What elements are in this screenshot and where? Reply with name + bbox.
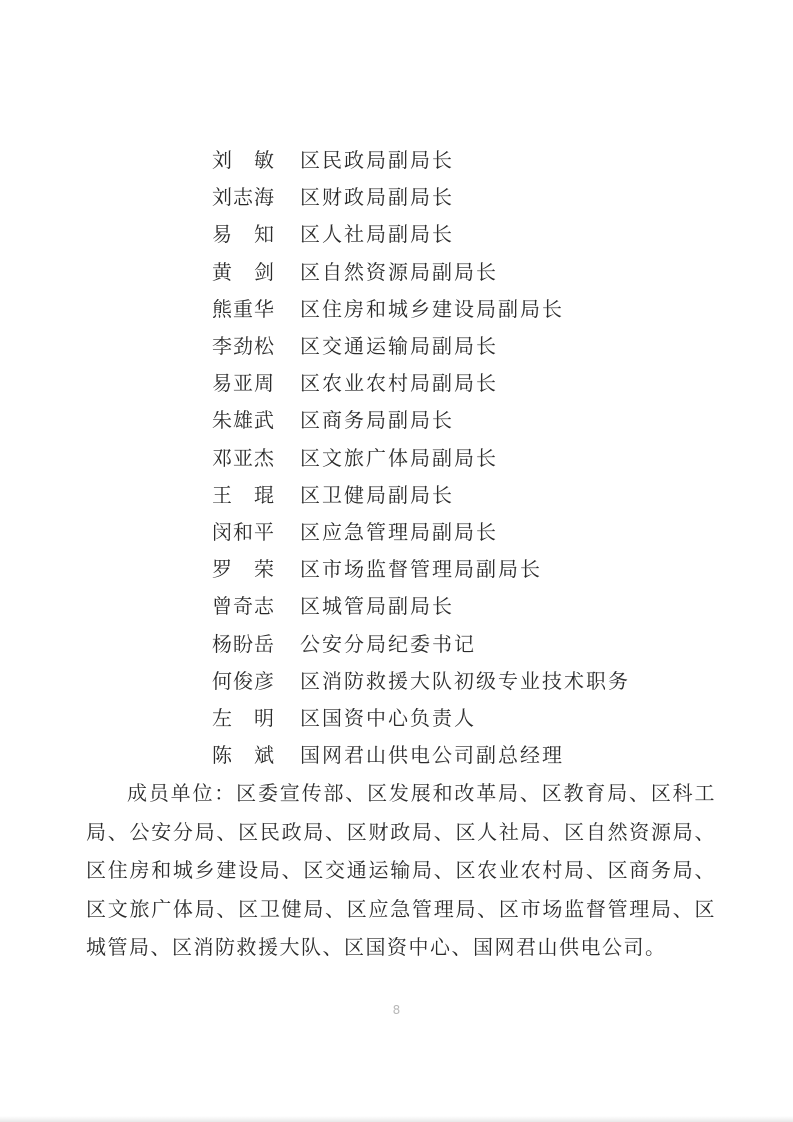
scan-edge: [0, 1116, 793, 1122]
member-row: [212, 179, 732, 216]
member-name: 朱雄武: [212, 408, 275, 433]
member-row: [212, 402, 732, 439]
member-row: [212, 551, 732, 588]
member-row: [212, 588, 732, 625]
member-name: 王 琨: [212, 482, 275, 507]
member-title: 区文旅广体局副局长: [300, 445, 498, 470]
member-title: 区商务局副局长: [300, 408, 454, 433]
member-title: 公安分局纪委书记: [300, 631, 476, 656]
member-title: 区市场监督管理局副局长: [300, 557, 542, 582]
member-row: [212, 625, 732, 662]
member-name: 曾奇志: [212, 594, 275, 619]
member-title: 区民政局副局长: [300, 148, 454, 173]
member-name: 何俊彦: [212, 668, 275, 693]
member-title: 区城管局副局长: [300, 594, 454, 619]
member-row: [212, 737, 732, 774]
member-name: 陈 斌: [212, 743, 275, 768]
member-name: 黄 剑: [212, 259, 275, 284]
member-row: [212, 700, 732, 737]
member-title: 区财政局副局长: [300, 185, 454, 210]
member-name: 易 知: [212, 222, 275, 247]
member-title: 区人社局副局长: [300, 222, 454, 247]
member-row: [212, 142, 732, 179]
member-row: [212, 254, 732, 291]
member-row: [212, 663, 732, 700]
member-title: 区国资中心负责人: [300, 705, 476, 730]
member-row: [212, 365, 732, 402]
member-name: 罗 荣: [212, 557, 275, 582]
member-title: 区农业农村局副局长: [300, 371, 498, 396]
member-name: 闵和平: [212, 519, 275, 544]
member-row: [212, 477, 732, 514]
member-row: [212, 328, 732, 365]
member-name: 熊重华: [212, 296, 275, 321]
page-number: 8: [392, 1003, 401, 1017]
member-name: 邓亚杰: [212, 445, 275, 470]
member-row: [212, 291, 732, 328]
member-name: 易亚周: [212, 371, 275, 396]
member-row: [212, 514, 732, 551]
member-row: [212, 440, 732, 477]
member-title: 区交通运输局副局长: [300, 334, 498, 359]
member-name: 刘 敏: [212, 148, 275, 173]
member-name: 杨盼岳: [212, 631, 275, 656]
member-name: 李劲松: [212, 334, 275, 359]
member-title: 区应急管理局副局长: [300, 519, 498, 544]
member-list: [212, 142, 732, 774]
member-units-paragraph: 成员单位：区委宣传部、区发展和改革局、区教育局、区科工局、公安分局、区民政局、区财政局、区人社局、区自然资源局、区住房和城乡建设局、区交通运输局、区农业农村局、区商务局、区文旅广体局、区卫健局、区应急管理局、区市场监督管理局、区城管局、区消防救援大队、区国资中心、国网君山供电公司。: [86, 781, 716, 959]
member-name: 左 明: [212, 705, 275, 730]
member-title: 国网君山供电公司副总经理: [300, 743, 564, 768]
member-title: 区自然资源局副局长: [300, 259, 498, 284]
member-title: 区消防救援大队初级专业技术职务: [300, 668, 630, 693]
member-title: 区卫健局副局长: [300, 482, 454, 507]
member-name: 刘志海: [212, 185, 275, 210]
member-title: 区住房和城乡建设局副局长: [300, 296, 564, 321]
member-row: [212, 216, 732, 253]
